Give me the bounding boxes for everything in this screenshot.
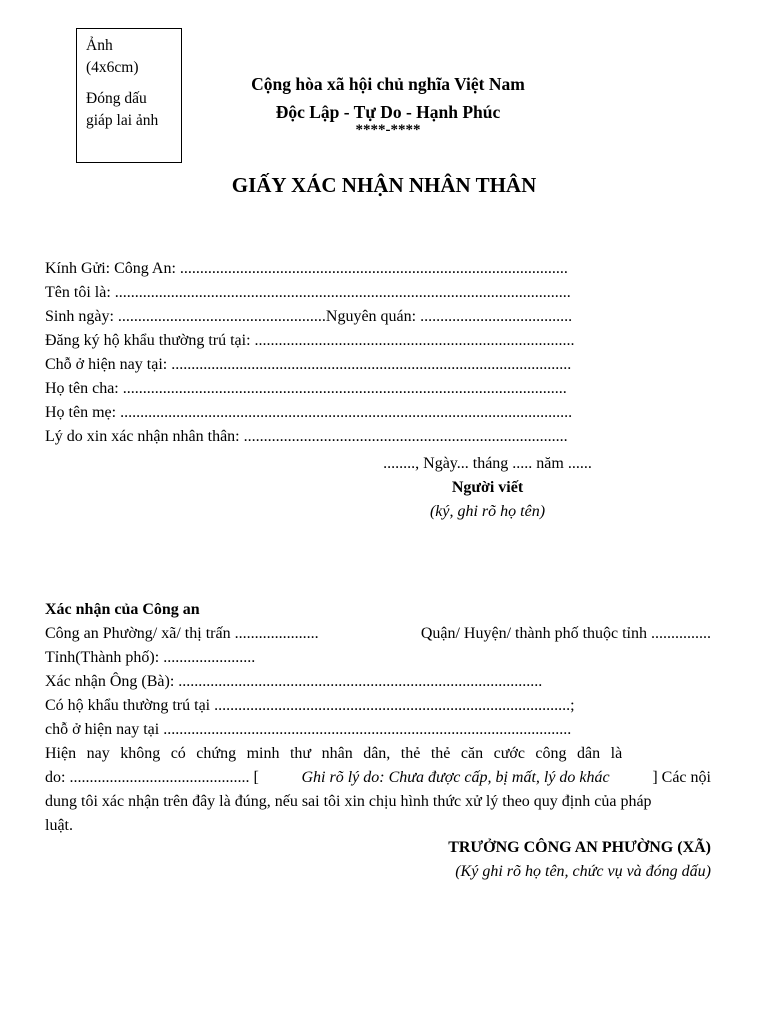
field-kinh-gui: Kính Gửi: Công An: .................................................................................................: [45, 260, 568, 277]
chief-signature-block: [448, 836, 711, 884]
chief-note: (Ký ghi rõ họ tên, chức vụ và đóng dấu): [455, 863, 711, 880]
police-line-1: [45, 622, 711, 646]
field-nguyen-quan: Nguyên quán: ......................................: [325, 308, 573, 325]
national-header: [200, 70, 576, 138]
field-ho-ten-me: Họ tên mẹ: .................................................................................................................: [45, 404, 573, 421]
police-section-heading: Xác nhận của Công an: [45, 601, 200, 618]
police-reason-prefix: do: ............................................. [: [45, 769, 259, 786]
field-ly-do: Lý do xin xác nhận nhân thân: .................................................................................: [45, 428, 568, 445]
stamp-note-line2: giáp lai ảnh: [86, 112, 159, 129]
police-current-residence: chỗ ở hiện nay tại ......................................................................................................: [45, 721, 572, 738]
field-ten-toi-la: Tên tôi là: ..................................................................................................................: [45, 284, 571, 301]
photo-placeholder-box: [76, 28, 182, 163]
country-name: Cộng hòa xã hội chủ nghĩa Việt Nam: [251, 74, 525, 94]
police-ward-field: Công an Phường/ xã/ thị trấn .....................: [45, 625, 319, 642]
police-province-field: Tỉnh(Thành phố): .......................: [45, 649, 256, 666]
writer-label: Người viết: [451, 479, 524, 496]
chief-title: TRƯỞNG CÔNG AN PHƯỜNG (XÃ): [448, 839, 711, 856]
writer-note: (ký, ghi rõ họ tên): [429, 503, 546, 520]
police-para-line-3: dung tôi xác nhận trên đây là đúng, nếu sai tôi xin chịu hình thức xử lý theo quy định của pháp: [45, 793, 652, 810]
photo-size: (4x6cm): [86, 59, 139, 76]
field-cho-o-hien-nay: Chỗ ở hiện nay tại: ....................................................................................................: [45, 356, 572, 373]
field-sinh-ngay: Sinh ngày: ....................................................: [45, 308, 326, 325]
national-motto: Độc Lập - Tự Do - Hạnh Phúc: [275, 102, 501, 122]
police-para-line-2: [45, 766, 711, 790]
field-sinh-ngay-row: [45, 307, 572, 327]
police-para-line-4: luật.: [45, 817, 73, 834]
photo-label: Ảnh: [86, 37, 113, 54]
header-stars: ****-****: [355, 122, 421, 138]
document-title: GIẤY XÁC NHẬN NHÂN THÂN: [231, 173, 537, 197]
police-confirm-name: Xác nhận Ông (Bà): ...........................................................................................: [45, 673, 543, 690]
field-ho-ten-cha: Họ tên cha: ...............................................................................................................: [45, 380, 567, 397]
police-para-text-1: Hiện nay không có chứng minh thư nhân dân, thẻ thẻ căn cước công dân là: [45, 745, 623, 762]
police-section-body: [45, 622, 711, 838]
stamp-note-line1: Đóng dấu: [86, 90, 147, 107]
police-district-field: Quận/ Huyện/ thành phố thuộc tỉnh ...............: [420, 625, 711, 642]
writer-signature-block: [360, 454, 615, 522]
field-dang-ky-ho-khau: Đăng ký hộ khẩu thường trú tại: ................................................................................: [45, 332, 575, 349]
police-para-line-1: [45, 742, 711, 766]
date-line: ........, Ngày... tháng ..... năm ......: [383, 455, 592, 472]
police-reason-suffix: ] Các nội: [652, 769, 711, 786]
police-household-reg: Có hộ khẩu thường trú tại .........................................................................................;: [45, 697, 575, 714]
police-reason-note: Ghi rõ lý do: Chưa được cấp, bị mất, lý do khác: [301, 769, 610, 786]
